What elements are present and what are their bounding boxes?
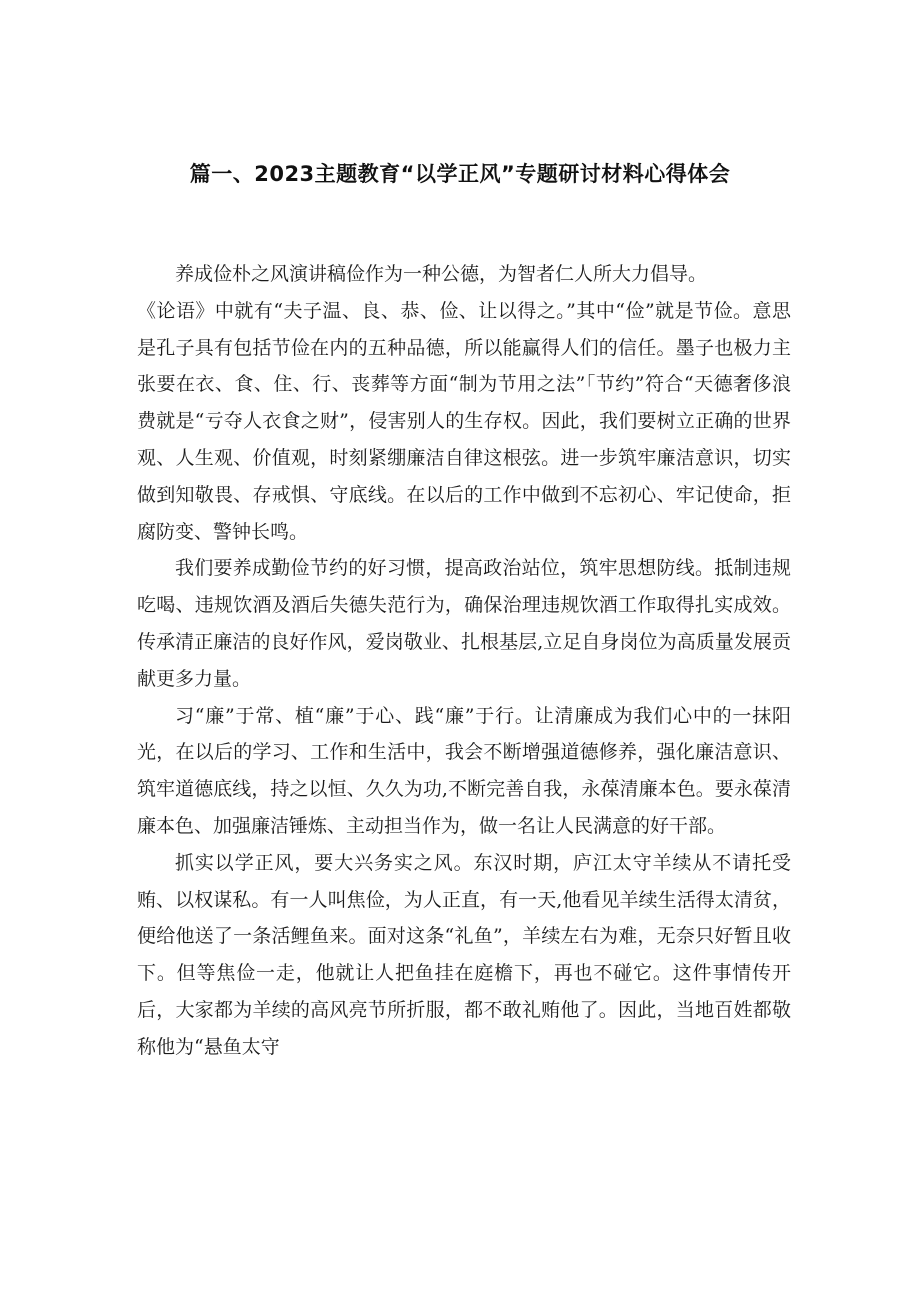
paragraph-4: 习“廉”于常、植“廉”于心、践“廉”于行。让清廉成为我们心中的一抹阳光，在以后的学习、工作和生活中，我会不断增强道德修养，强化廉洁意识、筑牢道德底线，持之以恒、久久为功,不断完善自我，永葆清廉本色。要永葆清廉本色、加强廉洁锤炼、主动担当作为，做一名让人民满意的好干部。 [137,704,791,837]
document-title: 篇一、2023主题教育“以学正风”专题研讨材料心得体会 [189,162,731,186]
paragraph-1: 养成俭朴之风演讲稿俭作为一种公德，为智者仁人所大力倡导。 [175,263,708,285]
document-body [137,256,791,1066]
paragraph-5: 抓实以学正风，要大兴务实之风。东汉时期，庐江太守羊续从不请托受贿、以权谋私。有一人叫焦俭，为人正直，有一天,他看见羊续生活得太清贫，便给他送了一条活鲤鱼来。面对这条“礼鱼”，羊续左右为难，无奈只好暂且收下。但等焦俭一走，他就让人把鱼挂在庭檐下，再也不碰它。这件事情传开后，大家都为羊续的高风亮节所折服，都不敢礼贿他了。因此，当地百姓都敬称他为“悬鱼太守 [137,851,791,1058]
paragraph-2: 《论语》中就有“夫子温、良、恭、俭、让以得之。”其中“俭”就是节俭。意思是孔子具有包括节俭在内的五种品德，所以能赢得人们的信任。墨子也极力主张要在衣、食、住、行、丧葬等方面“制为节用之法”「节约”符合“天德奢侈浪费就是“亏夺人衣食之财”，侵害别人的生存权。因此，我们要树立正确的世界观、人生观、价值观，时刻紧绷廉洁自律这根弦。进一步筑牢廉洁意识，切实做到知敬畏、存戒惧、守底线。在以后的工作中做到不忘初心、牢记使命，拒腐防变、警钟长鸣。 [137,299,791,543]
paragraph-3: 我们要养成勤俭节约的好习惯，提高政治站位，筑牢思想防线。抵制违规吃喝、违规饮酒及酒后失德失范行为，确保治理违规饮酒工作取得扎实成效。传承清正廉洁的良好作风，爱岗敬业、扎根基层,立足自身岗位为高质量发展贡献更多力量。 [137,557,791,690]
